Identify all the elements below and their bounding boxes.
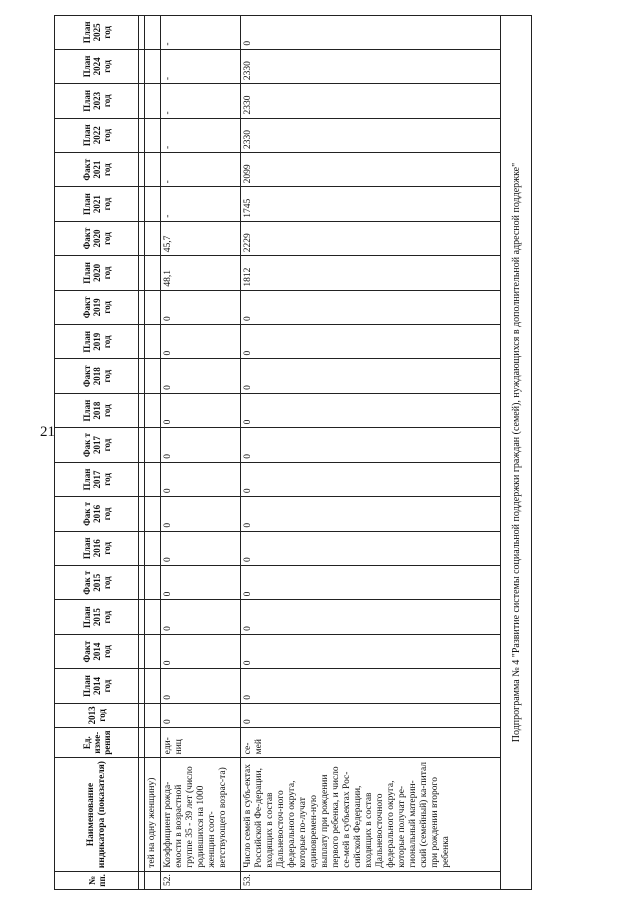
value-cell: 48,1 [161,256,241,290]
col-header-2013: 2013 год [55,703,139,727]
value-cell: 1745 [241,187,501,221]
value-cell: 0 [161,325,241,359]
indicators-table [54,15,532,890]
row-number: 52. [161,871,241,889]
value-cell: 0 [161,462,241,496]
value-cell: 0 [161,393,241,427]
col-header-fact-2020: Факт 2020 год [55,221,139,255]
value-cell: 2099 [241,152,501,186]
col-header-plan-2020: План 2020 год [55,256,139,290]
page-number: 21 [40,424,55,440]
continuation-row [145,16,161,890]
value-cell: 0 [241,393,501,427]
value-cell: 0 [241,462,501,496]
value-cell: 0 [161,531,241,565]
continuation-text: тей на одну женщину) [145,758,161,871]
value-cell: 0 [241,531,501,565]
value-cell: 0 [161,600,241,634]
value-cell: - [161,152,241,186]
col-header-plan-2025: План 2025 год [55,16,139,50]
value-cell: 0 [241,428,501,462]
value-cell: 0 [161,703,241,727]
subprogram-title: Подпрограмма № 4 "Развитие системы социальной поддержки граждан (семей), нуждающихся в дополнительной адресной поддержке" [501,16,532,890]
col-header-fact-2015: Фак т 2015 год [55,566,139,600]
col-header-num: № пп. [55,871,139,889]
indicator-name: Коэффициент рожда-емости в возрастной группе 35 - 39 лет (число родившихся на 1000 женщин соот-ветствующего возрас-та) [161,758,241,871]
col-header-plan-2022: План 2022 год [55,118,139,152]
value-cell: - [161,49,241,83]
value-cell: 0 [241,325,501,359]
value-cell: - [161,187,241,221]
value-cell: - [161,84,241,118]
col-header-fact-2017: Фак т 2017 год [55,428,139,462]
value-cell: 0 [241,703,501,727]
rotated-table-area [54,15,610,890]
value-cell: 0 [161,566,241,600]
value-cell: - [161,16,241,50]
header-row [55,16,139,890]
value-cell: 2330 [241,49,501,83]
value-cell: 0 [241,566,501,600]
table-row [161,16,241,890]
col-header-plan-2019: План 2019 год [55,325,139,359]
unit-cell: се-мей [241,727,501,757]
col-header-plan-2014: План 2014 год [55,669,139,703]
value-cell: - [161,118,241,152]
table-row [241,16,501,890]
value-cell: 1812 [241,256,501,290]
col-header-fact-2019: Факт 2019 год [55,290,139,324]
value-cell: 0 [241,497,501,531]
col-header-fact-2014: Факт 2014 год [55,634,139,668]
col-header-plan-2017: План 2017 год [55,462,139,496]
col-header-plan-2023: План 2023 год [55,84,139,118]
col-header-plan-2016: План 2016 год [55,531,139,565]
row-number: 53. [241,871,501,889]
col-header-plan-2021: План 2021 год [55,187,139,221]
unit-cell: еди-ниц [161,727,241,757]
value-cell: 0 [161,428,241,462]
value-cell: 0 [241,359,501,393]
col-header-plan-2018: План 2018 год [55,393,139,427]
value-cell: 2330 [241,84,501,118]
col-header-name: Наименование индикатора (показателя) [55,758,139,871]
indicator-name: Число семей в субъ-ектах Российской Фе-дерации, входящих в состав Дальневосточ-ного федерального округа, которые по-лучат единовремен-ную выплату при рождении первого ребенка, и число се-мей в субъектах Рос-сийской Федерации, входящих в состав Дальневосточного федерального округа, которые получат ре-гиональный материн-ский (семейный) ка-питал при рождении второго ребенка [241,758,501,871]
value-cell: 0 [161,290,241,324]
col-header-plan-2015: План 2015 год [55,600,139,634]
value-cell: 0 [161,634,241,668]
col-header-plan-2024: План 2024 год [55,49,139,83]
value-cell: 0 [241,16,501,50]
value-cell: 0 [161,497,241,531]
subprogram-row [501,16,532,890]
col-header-fact-2021: Факт 2021 год [55,152,139,186]
value-cell: 0 [241,669,501,703]
col-header-fact-2018: Факт 2018 год [55,359,139,393]
value-cell: 2229 [241,221,501,255]
value-cell: 0 [161,359,241,393]
col-header-fact-2016: Фак т 2016 год [55,497,139,531]
value-cell: 0 [241,600,501,634]
value-cell: 0 [241,634,501,668]
value-cell: 2330 [241,118,501,152]
col-header-unit: Ед. изме-рения [55,727,139,757]
value-cell: 0 [241,290,501,324]
value-cell: 0 [161,669,241,703]
value-cell: 45,7 [161,221,241,255]
